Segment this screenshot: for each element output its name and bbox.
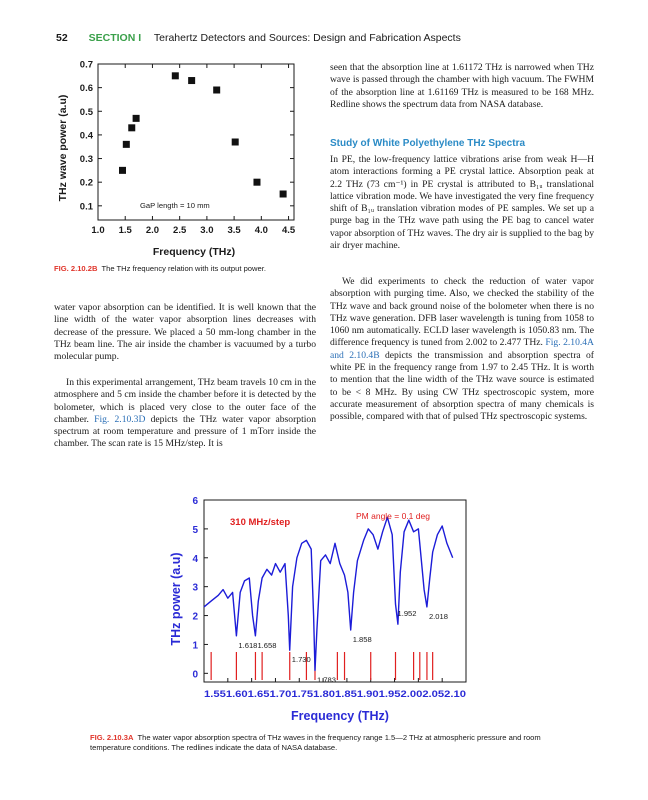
- left-paragraph-2: [54, 377, 316, 451]
- scatter-point: [172, 72, 179, 79]
- absorption-peak-label: 1.858: [352, 635, 372, 644]
- scatter-y-tick-label: 0.2: [79, 177, 93, 189]
- scatter-x-tick-label: 4.5: [281, 225, 296, 236]
- scatter-y-axis-label: THz wave power (a.u): [57, 94, 69, 202]
- absorption-peak-label: 2.018: [428, 611, 448, 621]
- absorption-peak-label: 1.730: [291, 655, 311, 665]
- right-paragraph-3-tail: depicts the transmission and absorption spectra of white PE in the frequency range from 1.97 to 2.45 THz. It is worth to mention that the line width of the THz wave source is estimated to be < 8 MHz. By using CW THz spectroscopic system, more accurate measurement of absorption spectra of many chemicals is possible, compared with that of pulsed THz spectroscopic systems.: [330, 349, 594, 423]
- scatter-point: [128, 124, 135, 131]
- page-number: 52: [56, 32, 68, 44]
- scatter-y-tick-label: 0.1: [79, 201, 93, 213]
- scatter-y-tick-label: 0.6: [79, 83, 93, 95]
- right-paragraph-1: seen that the absorption line at 1.61172 THz is narrowed when THz wave is passed through the chamber with high vacuum. The FWHM of the absorption line at 1.61169 THz is measured to be 168 MHz. Redline shows the spectrum data from NASA database.: [330, 62, 594, 110]
- line-chart-fig-2-10-3a: [160, 494, 490, 724]
- caption-label: FIG. 2.10.2B: [54, 264, 98, 273]
- spectrum-y-tick-label: 5: [192, 524, 198, 536]
- scatter-point: [188, 77, 195, 84]
- right-paragraph-2: In PE, the low-frequency lattice vibrations arise from weak H—H atom interactions forming a PE crystal lattice. Absorption peak at 2.2 THz (73 cm⁻¹) in PE crystal is attributed to B₁ᵤ translational lattice vibration mode. We have investigated the very fine frequency shift of B₁ᵤ translation vibration modes of PE samples. We set up a purge bag in the THz wave path using the PE bag to cancel water vapor absorption of THz waves. The dry air is supplied to the bag by air dryer machine.: [330, 154, 594, 252]
- figure-ref-2-10-3d[interactable]: Fig. 2.10.3D: [94, 413, 146, 425]
- running-title: Terahertz Detectors and Sources: Design and Fabrication Aspects: [153, 32, 461, 44]
- scatter-x-tick-label: 3.0: [200, 225, 214, 236]
- caption-text-3a: The water vapor absorption spectra of THz waves in the frequency range 1.5—2 THz at atmospheric pressure and room temperature conditions. The redlines indicate the data of NASA database.: [90, 733, 541, 752]
- spectrum-y-tick-label: 6: [192, 496, 198, 507]
- scatter-x-tick-label: 1.5: [118, 225, 132, 236]
- pm-angle-annotation: PM angle = 0.1 deg: [356, 511, 430, 521]
- absorption-peak-label: 1.783: [316, 675, 337, 685]
- scatter-point: [253, 179, 260, 186]
- gap-length-annotation: GaP length = 10 mm: [140, 201, 210, 210]
- scatter-x-tick-label: 1.0: [91, 225, 105, 236]
- line-x-axis-label: Frequency (THz): [291, 709, 389, 723]
- spectrum-y-tick-label: 3: [192, 582, 198, 594]
- absorption-peak-label: 1.658: [257, 640, 277, 650]
- caption-label-3a: FIG. 2.10.3A: [90, 733, 134, 742]
- scatter-point: [280, 191, 287, 198]
- scatter-point: [213, 87, 220, 94]
- right-paragraph-3: [330, 276, 594, 424]
- left-paragraph-2-tail: depicts the THz water vapor absorption spectrum at room temperature and pressure of 1 mTorr inside the chamber. The scan rate is 15 MHz/step. It is: [54, 413, 317, 450]
- scatter-x-tick-label: 4.0: [254, 225, 268, 236]
- running-header: [56, 32, 461, 44]
- scatter-y-tick-label: 0.7: [79, 59, 93, 71]
- figure-caption-2-10-2b: [54, 264, 316, 274]
- left-paragraph-2-text: In this experimental arrangement, THz beam travels 10 cm in the atmosphere and 5 cm inside the chamber before it is detected by the bolometer, which is placed very close to the outer face of the chamber.: [54, 377, 316, 425]
- scatter-y-tick-label: 0.3: [79, 154, 93, 166]
- scatter-y-tick-label: 0.5: [79, 106, 93, 118]
- section-label: SECTION I: [88, 32, 142, 44]
- line-x-tick-labels: 1.551.601.651.701.751.801.851.901.952.002.052.10: [204, 689, 466, 699]
- scatter-x-axis-label: Frequency (THz): [152, 246, 236, 258]
- absorption-peak-label: 1.952: [397, 609, 417, 618]
- figure-caption-2-10-3a: [90, 733, 560, 753]
- scatter-point: [232, 139, 239, 146]
- spectrum-y-tick-label: 4: [192, 553, 198, 565]
- line-y-axis-label: THz power (a.u): [169, 552, 183, 646]
- spectrum-y-tick-label: 1: [192, 640, 198, 652]
- scatter-point: [119, 167, 126, 174]
- spectrum-y-tick-label: 2: [192, 611, 198, 623]
- scatter-chart-fig-2-10-2b: [54, 54, 314, 259]
- spectrum-y-tick-label: 0: [192, 669, 198, 681]
- left-paragraph-1: water vapor absorption can be identified. It is well known that the line width of the water vapor absorption lines decreases with decrease of the pressure. We placed a 50 mm-long chamber in the THz beam line. The air inside the chamber is vacuumed by a turbo molecular pump.: [54, 302, 316, 363]
- scatter-point: [133, 115, 140, 122]
- section-heading: Study of White Polyethylene THz Spectra: [330, 138, 526, 149]
- scatter-x-tick-label: 2.5: [173, 225, 187, 236]
- scatter-y-tick-label: 0.4: [79, 130, 93, 142]
- right-paragraph-3-text: We did experiments to check the reduction of water vapor absorption with purging time. Also, we checked the stability of the THz wave and back ground noise of the bolometer when there is no THz wave generation. DFB laser wavelength is tuning from 1058 to 1060 nm automatically. ECLD laser wavelength is 1050.83 nm. The difference frequency is tuned from 2.002 to 2.477 THz.: [330, 276, 594, 349]
- scatter-x-tick-label: 3.5: [227, 225, 241, 236]
- scatter-point: [123, 141, 130, 148]
- scan-rate-annotation: 310 MHz/step: [230, 517, 291, 528]
- scatter-x-tick-label: 2.0: [145, 225, 160, 236]
- caption-text: The THz frequency relation with its output power.: [101, 264, 266, 273]
- absorption-peak-label: 1.618: [238, 640, 258, 650]
- figure-ref-2-10-4[interactable]: Fig. 2.10.4A and 2.10.4B: [330, 337, 594, 361]
